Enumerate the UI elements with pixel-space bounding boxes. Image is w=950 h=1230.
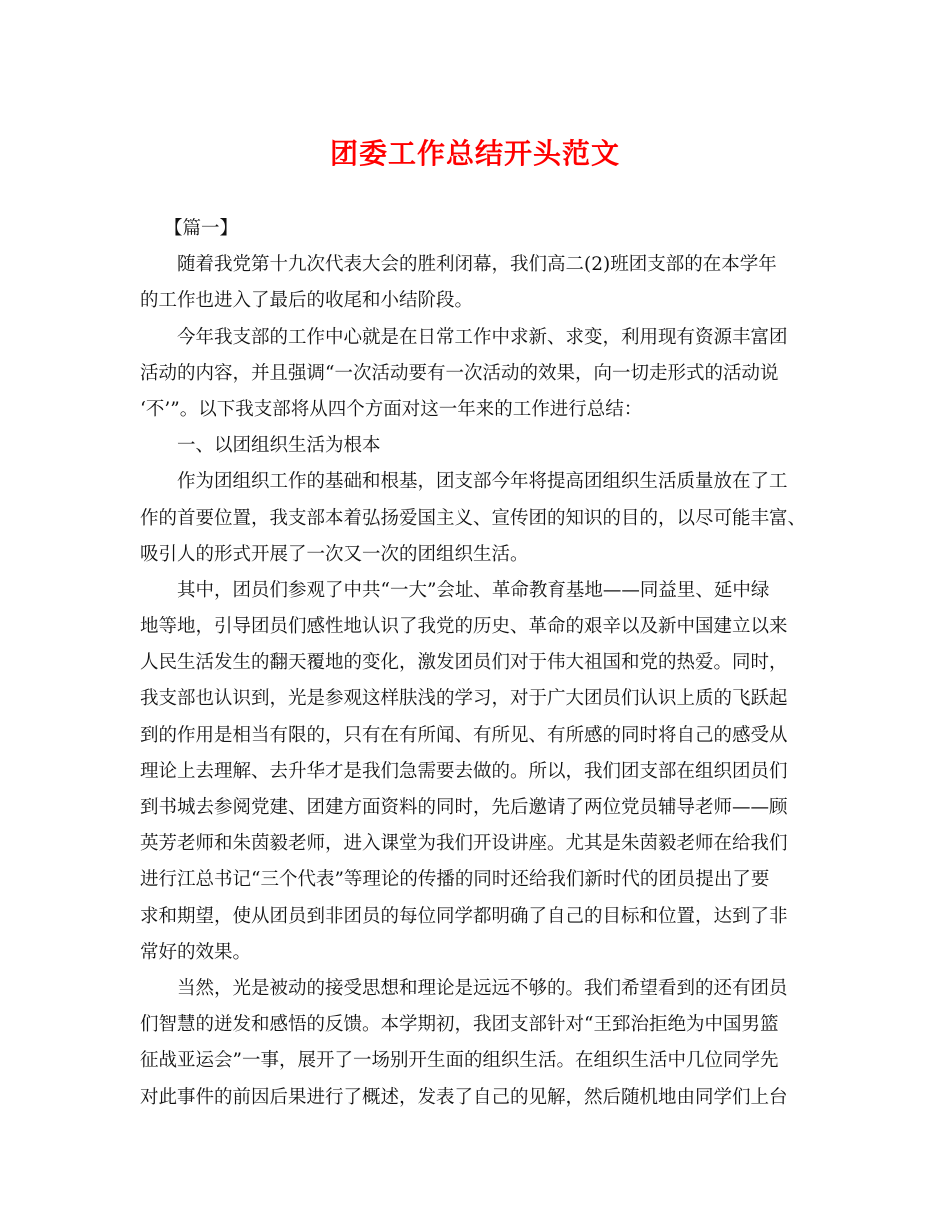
- paragraph-line: 其中，团员们参观了中共“一大”会址、革命教育基地——同益里、延中绿: [177, 579, 770, 601]
- paragraph-line: 进行江总书记“三个代表”等理论的传播的同时还给我们新时代的团员提出了要: [140, 869, 770, 891]
- paragraph-line: 到书城去参阅党建、团建方面资料的同时，先后邀请了两位党员辅导老师——顾: [140, 797, 788, 818]
- paragraph-line: 地等地，引导团员们感性地认识了我党的历史、革命的艰辛以及新中国建立以来: [140, 616, 788, 638]
- paragraph-line: 征战亚运会”一事，展开了一场别开生面的组织生活。在组织生活中几位同学先: [140, 1050, 779, 1072]
- paragraph-line: 常好的效果。: [140, 941, 252, 963]
- paragraph-line: 作的首要位置，我支部本着弘扬爱国主义、宣传团的知识的目的，以尽可能丰富、: [140, 507, 807, 529]
- paragraph-line: 到的作用是相当有限的，只有在有所闻、有所见、有所感的同时将自己的感受从: [140, 724, 788, 746]
- paragraph-line: 理论上去理解、去升华才是我们急需要去做的。所以，我们团支部在组织团员们: [140, 760, 788, 782]
- paragraph-line: 吸引人的形式开展了一次又一次的团组织生活。: [140, 543, 529, 565]
- paragraph-line: 作为团组织工作的基础和根基，团支部今年将提高团组织生活质量放在了工: [177, 471, 788, 493]
- paragraph-line: 们智慧的迸发和感悟的反馈。本学期初，我团支部针对“王郅治拒绝为中国男篮: [140, 1014, 779, 1036]
- paragraph-line: 当然，光是被动的接受思想和理论是远远不够的。我们希望看到的还有团员: [177, 977, 788, 999]
- section-heading: 【篇一】: [164, 218, 239, 239]
- paragraph-line: 对此事件的前因后果进行了概述，发表了自己的见解，然后随机地由同学们上台: [140, 1086, 788, 1108]
- paragraph-line: 英芳老师和朱茵毅老师，进入课堂为我们开设讲座。尤其是朱茵毅老师在给我们: [140, 833, 788, 855]
- document-title: 团委工作总结开头范文: [329, 137, 620, 170]
- document-body: [140, 211, 816, 1116]
- paragraph-line: 人民生活发生的翻天覆地的变化，激发团员们对于伟大祖国和党的热爱。同时，: [140, 652, 788, 674]
- paragraph-line: 活动的内容，并且强调“一次活动要有一次活动的效果，向一切走形式的活动说: [140, 362, 779, 384]
- paragraph-line: 的工作也进入了最后的收尾和小结阶段。: [140, 290, 474, 312]
- paragraph-line: 我支部也认识到，光是参观这样肤浅的学习，对于广大团员们认识上质的飞跃起: [140, 688, 788, 710]
- paragraph-line: ‘不’”。以下我支部将从四个方面对这一年来的工作进行总结：: [140, 398, 643, 420]
- paragraph-line: 今年我支部的工作中心就是在日常工作中求新、求变，利用现有资源丰富团: [177, 326, 788, 348]
- subheading: 一、以团组织生活为根本: [177, 435, 381, 457]
- paragraph-line: 随着我党第十九次代表大会的胜利闭幕，我们高二(2)班团支部的在本学年: [177, 254, 777, 276]
- paragraph-line: 求和期望，使从团员到非团员的每位同学都明确了自己的目标和位置，达到了非: [140, 905, 788, 927]
